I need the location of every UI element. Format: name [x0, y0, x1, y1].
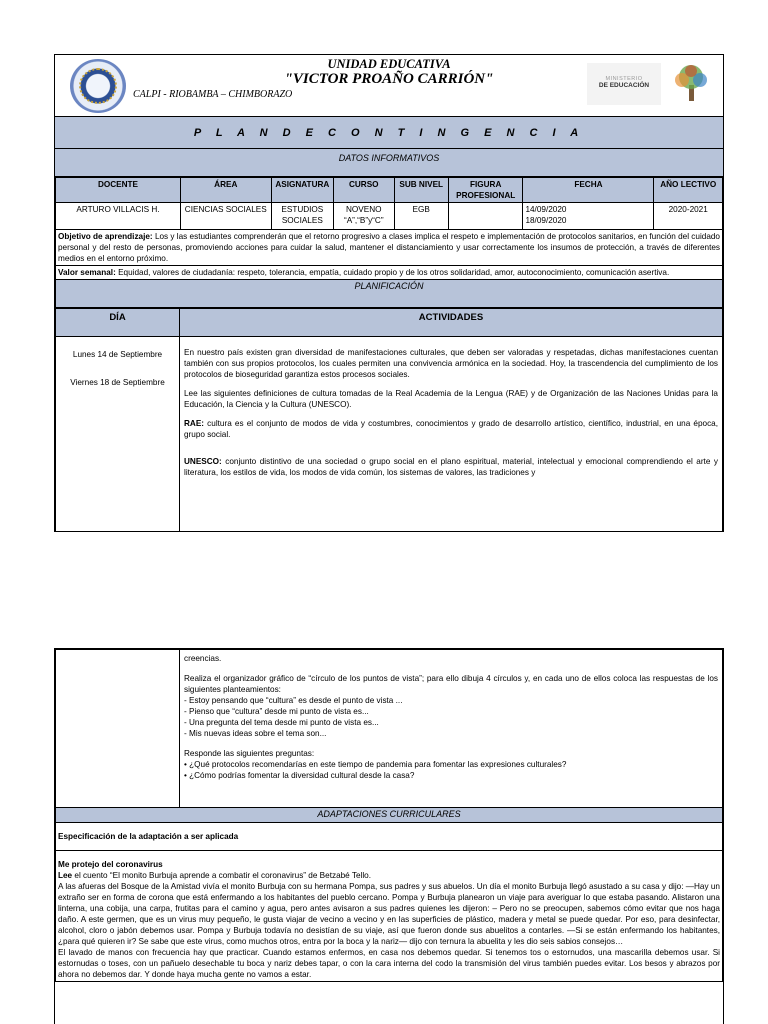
story-title: Me protejo del coronavirus — [58, 860, 163, 869]
responde-text: Responde las siguientes preguntas: — [184, 749, 315, 758]
bullet-3: - Una pregunta del tema desde mi punto de vista es... — [184, 718, 379, 727]
col-docente: DOCENTE — [56, 178, 181, 203]
ministry-logo — [587, 63, 661, 105]
col-curso: CURSO — [334, 178, 394, 203]
especificacion-label: Especificación de la adaptación a ser aplicada — [56, 823, 723, 851]
day-cell-continued — [56, 650, 180, 808]
bullet-2: - Pienso que “cultura” desde mi punto de vista es... — [184, 707, 369, 716]
question-2: • ¿Cómo podrías fomentar la diversidad cultural desde la casa? — [184, 771, 415, 780]
rae-text: cultura es el conjunto de modos de vida y costumbres, conocimientos y grado de desarrollo artístico, científico, industrial, en una época, grupo social. — [184, 419, 718, 439]
school-location: CALPI - RIOBAMBA – CHIMBORAZO — [133, 89, 293, 100]
col-subnivel: SUB NIVEL — [394, 178, 448, 203]
ministry-logo-bottom: DE EDUCACIÓN — [598, 82, 650, 89]
day-end: Viernes 18 de Septiembre — [70, 378, 165, 387]
day-cell — [56, 337, 180, 533]
rae-label: RAE: — [184, 419, 205, 428]
col-anio: AÑO LECTIVO — [654, 178, 723, 203]
val-figura — [448, 203, 523, 230]
val-fecha-1: 14/09/2020 — [525, 205, 567, 214]
story-paragraph-2: El lavado de manos con frecuencia hay que practicar. Cuando estamos enfermos, en casa nos debemos quedar. Si tenemos tos o estornudos, una mascarilla debemos usar. Si estornudas o toses, con un pañuelo desechable tu boca y nariz debes tapar, o con la cara interna del codo la transmisión del virus también puedes evitar. Los besos y abrazos por ahora no debemos dar. Y donde haya mucha gente no vamos a estar. — [58, 948, 720, 979]
unesco-label: UNESCO: — [184, 457, 222, 466]
unesco-text: conjunto distintivo de una sociedad o grupo social en el plano espiritual, material, intelectual y emocional comprendiendo el arte y literatura, los estilos de vida, los modos de vida común, los sistemas de valores, las tradiciones y — [184, 457, 718, 477]
objetivo-cell — [56, 230, 723, 266]
adaptaciones-title: ADAPTACIONES CURRICULARES — [56, 808, 723, 823]
organizador-text: Realiza el organizador gráfico de “círculo de los puntos de vista”; para ello dibuja 4 círculos y, en cada uno de ellos coloca las respuestas de los siguientes planteamientos: — [184, 674, 718, 694]
val-docente: ARTURO VILLACIS H. — [56, 203, 181, 230]
unesco-definition — [184, 456, 718, 478]
plan-title: P L A N D E C O N T I N G E N C I A — [55, 117, 723, 149]
activities-table — [55, 308, 723, 532]
val-fecha — [523, 203, 654, 230]
val-subnivel: EGB — [394, 203, 448, 230]
question-1: • ¿Qué protocolos recomendarías en este tiempo de pandemia para fomentar las expresiones culturales? — [184, 760, 567, 769]
activities-cell — [180, 337, 723, 533]
col-fecha: FECHA — [523, 178, 654, 203]
valor-cell — [56, 266, 723, 280]
val-curso: NOVENO “A”,“B”y“C” — [334, 203, 394, 230]
tree-logo-icon — [669, 63, 715, 105]
document-page-1 — [54, 54, 724, 532]
rae-definition — [184, 418, 718, 440]
ministry-logo-top: MINISTERIO — [605, 76, 643, 82]
col-area: ÁREA — [180, 178, 271, 203]
activity-paragraph-2: Lee las siguientes definiciones de cultura tomadas de la Real Academia de la Lengua (RAE) y de Organización de las Naciones Unidas para la Educación, la Ciencia y la Cultura (UNESCO). — [184, 389, 718, 409]
story-cell — [56, 851, 723, 982]
valor-label: Valor semanal: — [58, 268, 116, 277]
val-asignatura: ESTUDIOS SOCIALES — [271, 203, 333, 230]
activities-continued-table — [55, 649, 723, 982]
lee-text: el cuento “El monito Burbuja aprende a combatir el coronavirus” de Betzabé Tello. — [72, 871, 371, 880]
school-title-line2: "VICTOR PROAÑO CARRIÓN" — [284, 71, 494, 87]
school-title-line1: UNIDAD EDUCATIVA — [327, 57, 451, 71]
col-asignatura: ASIGNATURA — [271, 178, 333, 203]
bullet-4: - Mis nuevas ideas sobre el tema son... — [184, 729, 327, 738]
story-paragraph-1: A las afueras del Bosque de la Amistad vivía el monito Burbuja con su hermana Pompa, sus padres y sus abuelos. Un día el monito Burbuja llegó asustado a su casa y dijo: —Hay un extraño ser en forma de corona que está enfermando a los habitantes del pueblo cercano. Pompa y Burbuja planearon un viaje para averiguar lo que estaba pasando. Alistaron una linterna, una cobija, una carpa, frutitas para el camino y agua, pero antes avisaron a sus padres quienes les dijeron: – Pero no se preocupen, sabemos cómo evitar que nos haga daño. A este germen, que es un virus muy pequeño, le gusta viajar de vecino a vecino y en las superficies de plástico, madera y metal se puede quedar. Por eso, para desinfectar, alcohol, cloro o jabón debemos usar. Pompa y Burbuja todavía no desistían de su viaje, así que fueron donde sus abuelitos a contarles. —Si se están enfermando los habitantes, ¿para qué quieren ir? Se sabe que este virus, como muchos otros, entra por la boca y la nariz— dijo con ternura la abuelita y les dio seis sabios consejos… — [58, 882, 720, 946]
val-area: CIENCIAS SOCIALES — [180, 203, 271, 230]
activities-cell-continued — [180, 650, 723, 808]
day-start: Lunes 14 de Septiembre — [72, 350, 163, 359]
creencias-text: creencias. — [184, 654, 222, 663]
objetivo-text: Los y las estudiantes comprenderán que el retorno progresivo a clases implica el respeto e implementación de protocolos sanitarios, en función del cuidado personal y del resto de personas, promoviendo acciones para cuidar la salud, mantener el distanciamiento y usar correctamente los insumos de protección, a través de diferentes medios en el entorno próximo. — [58, 232, 720, 263]
planificacion-title: PLANIFICACIÓN — [56, 280, 723, 308]
objetivo-label: Objetivo de aprendizaje: — [58, 232, 153, 241]
info-table — [55, 177, 723, 308]
valor-text: Equidad, valores de ciudadanía: respeto, tolerancia, empatía, cuidado propio y de los otros solidaridad, amor, autoconocimiento, comunicación asertiva. — [115, 268, 670, 277]
document-page-2 — [54, 648, 724, 1024]
col-figura: FIGURA PROFESIONAL — [448, 178, 523, 203]
school-header — [55, 55, 723, 117]
activity-paragraph-1: En nuestro país existen gran diversidad de manifestaciones culturales, que deben ser valoradas y respetadas, dichas manifestaciones cuentan también con sus propios protocolos, los cuales permiten una convivencia armónica en la sociedad. Hoy, la trascendencia del cumplimiento de los protocolos de bioseguridad garantiza estos procesos sociales. — [184, 348, 718, 379]
dia-header: DÍA — [56, 309, 180, 337]
story-intro — [58, 870, 720, 881]
val-anio: 2020-2021 — [654, 203, 723, 230]
datos-informativos-title: DATOS INFORMATIVOS — [55, 149, 723, 177]
bullet-1: - Estoy pensando que “cultura” es desde el punto de vista ... — [184, 696, 403, 705]
lee-label: Lee — [58, 871, 73, 880]
val-fecha-2: 18/09/2020 — [525, 216, 567, 225]
actividades-header: ACTIVIDADES — [180, 309, 723, 337]
